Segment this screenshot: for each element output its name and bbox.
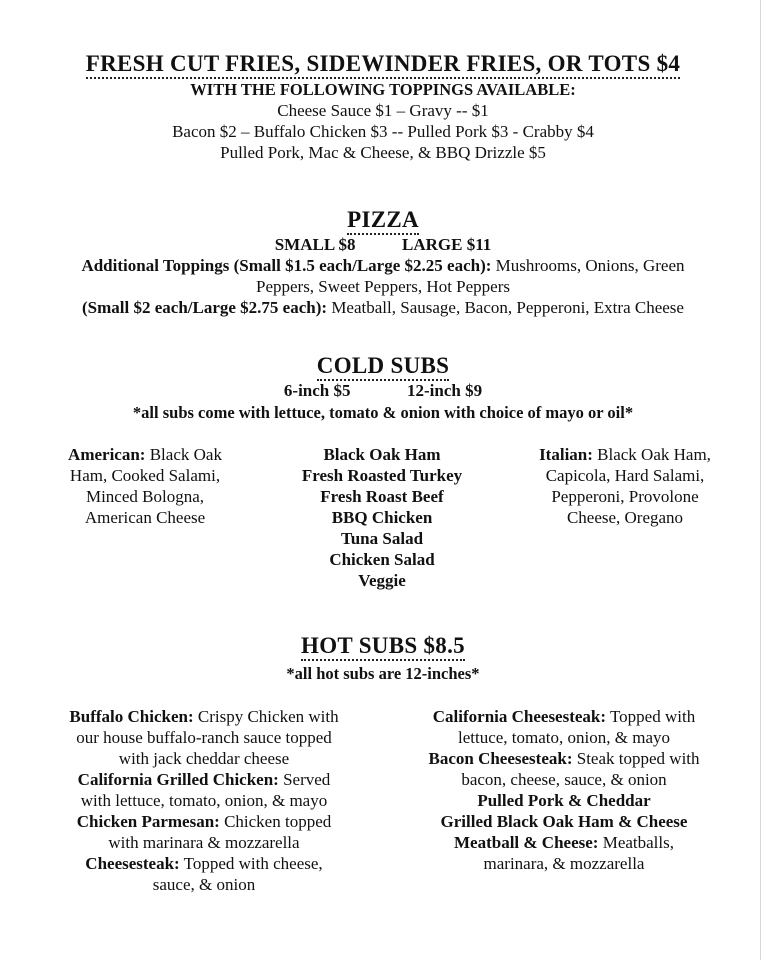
bacon-cheesesteak-desc-line: bacon, cheese, sauce, & onion [461,770,667,789]
cold-subs-12inch-price: 12-inch $9 [407,381,483,400]
italian-desc-line: Pepperoni, Provolone [551,487,699,506]
cheesesteak-label: Cheesesteak: [85,854,180,873]
california-cheesesteak-desc: Topped with [606,707,696,726]
pizza-toppings-1-label: Additional Toppings (Small $1.5 each/Large $2.25 each): [81,256,492,275]
pizza-large-price: LARGE $11 [402,235,492,254]
pizza-prices [0,235,766,255]
cold-subs-italian [514,444,736,528]
hot-subs-right-column [392,706,736,874]
pulled-pork-cheddar-item: Pulled Pork & Cheddar [477,791,651,810]
pizza-title: PIZZA [347,208,419,235]
italian-desc: Black Oak Ham, [592,445,711,464]
buffalo-chicken-desc-line: our house buffalo-ranch sauce topped [76,728,332,747]
buffalo-chicken-desc-line: with jack cheddar cheese [118,749,290,768]
bacon-cheesesteak-desc: Steak topped with [572,749,700,768]
cold-sub-item: BBQ Chicken [331,508,433,527]
cold-subs-prices [0,381,766,401]
cold-subs-title: COLD SUBS [317,354,449,381]
hot-subs-left-column [30,706,378,895]
meatball-cheese-label: Meatball & Cheese: [453,833,599,852]
cold-sub-item: Fresh Roasted Turkey [301,466,463,485]
hot-subs-section [0,634,766,684]
cold-sub-item: Veggie [358,571,406,590]
chicken-parmesan-desc: Chicken topped [219,812,332,831]
cheesesteak-desc-line: sauce, & onion [152,875,256,894]
cold-sub-item: Tuna Salad [340,529,424,548]
cold-sub-item: Chicken Salad [329,550,435,569]
pizza-toppings-1 [0,255,766,276]
fries-section [0,52,766,163]
california-cheesesteak-desc-line: lettuce, tomato, onion, & mayo [458,728,670,747]
chicken-parmesan-desc-line: with marinara & mozzarella [108,833,300,852]
meatball-cheese-desc-line: marinara, & mozzarella [483,854,645,873]
bacon-cheesesteak-label: Bacon Cheesesteak: [428,749,573,768]
pizza-toppings-2-items: Meatball, Sausage, Bacon, Pepperoni, Extra Cheese [327,298,684,317]
chicken-parmesan-label: Chicken Parmesan: [76,812,220,831]
california-grilled-chicken-desc-line: with lettuce, tomato, onion, & mayo [80,791,328,810]
italian-desc-line: Capicola, Hard Salami, [545,466,705,485]
cold-sub-item: Fresh Roast Beef [320,487,444,506]
california-cheesesteak-label: California Cheesesteak: [432,707,607,726]
meatball-cheese-desc: Meatballs, [598,833,674,852]
cold-subs-list [268,444,496,591]
fries-subtitle: WITH THE FOLLOWING TOPPINGS AVAILABLE: [190,80,576,99]
pizza-toppings-2-label: (Small $2 each/Large $2.75 each): [82,298,328,317]
cold-subs-6inch-price: 6-inch $5 [283,381,351,400]
pizza-section [0,208,766,318]
hot-subs-note: *all hot subs are 12-inches* [286,664,480,683]
american-desc-line: Minced Bologna, [85,487,205,506]
pizza-toppings-1-items: Mushrooms, Onions, Green [491,256,685,275]
fries-topping-line: Cheese Sauce $1 – Gravy -- $1 [277,101,489,120]
fries-title: FRESH CUT FRIES, SIDEWINDER FRIES, OR TOTS $4 [86,52,680,79]
california-grilled-chicken-desc: Served [278,770,331,789]
american-desc-line: American Cheese [84,508,206,527]
fries-topping-line: Bacon $2 – Buffalo Chicken $3 -- Pulled Pork $3 - Crabby $4 [172,122,594,141]
cheesesteak-desc: Topped with cheese, [179,854,323,873]
fries-topping-line: Pulled Pork, Mac & Cheese, & BBQ Drizzle $5 [220,143,546,162]
california-grilled-chicken-label: California Grilled Chicken: [77,770,279,789]
hot-subs-title: HOT SUBS $8.5 [301,634,465,661]
buffalo-chicken-desc: Crispy Chicken with [193,707,339,726]
cold-subs-section [0,354,766,423]
pizza-toppings-1-cont: Peppers, Sweet Peppers, Hot Peppers [255,277,510,296]
cold-subs-american [40,444,250,528]
american-desc: Black Oak [145,445,222,464]
grilled-ham-cheese-item: Grilled Black Oak Ham & Cheese [440,812,688,831]
american-desc-line: Ham, Cooked Salami, [69,466,221,485]
cold-subs-note: *all subs come with lettuce, tomato & onion with choice of mayo or oil* [132,403,634,422]
pizza-toppings-2 [0,297,766,318]
pizza-small-price: SMALL $8 [274,235,356,254]
american-label: American: [68,445,146,464]
italian-desc-line: Cheese, Oregano [566,508,684,527]
buffalo-chicken-label: Buffalo Chicken: [69,707,194,726]
cold-sub-item: Black Oak Ham [323,445,441,464]
italian-label: Italian: [539,445,593,464]
